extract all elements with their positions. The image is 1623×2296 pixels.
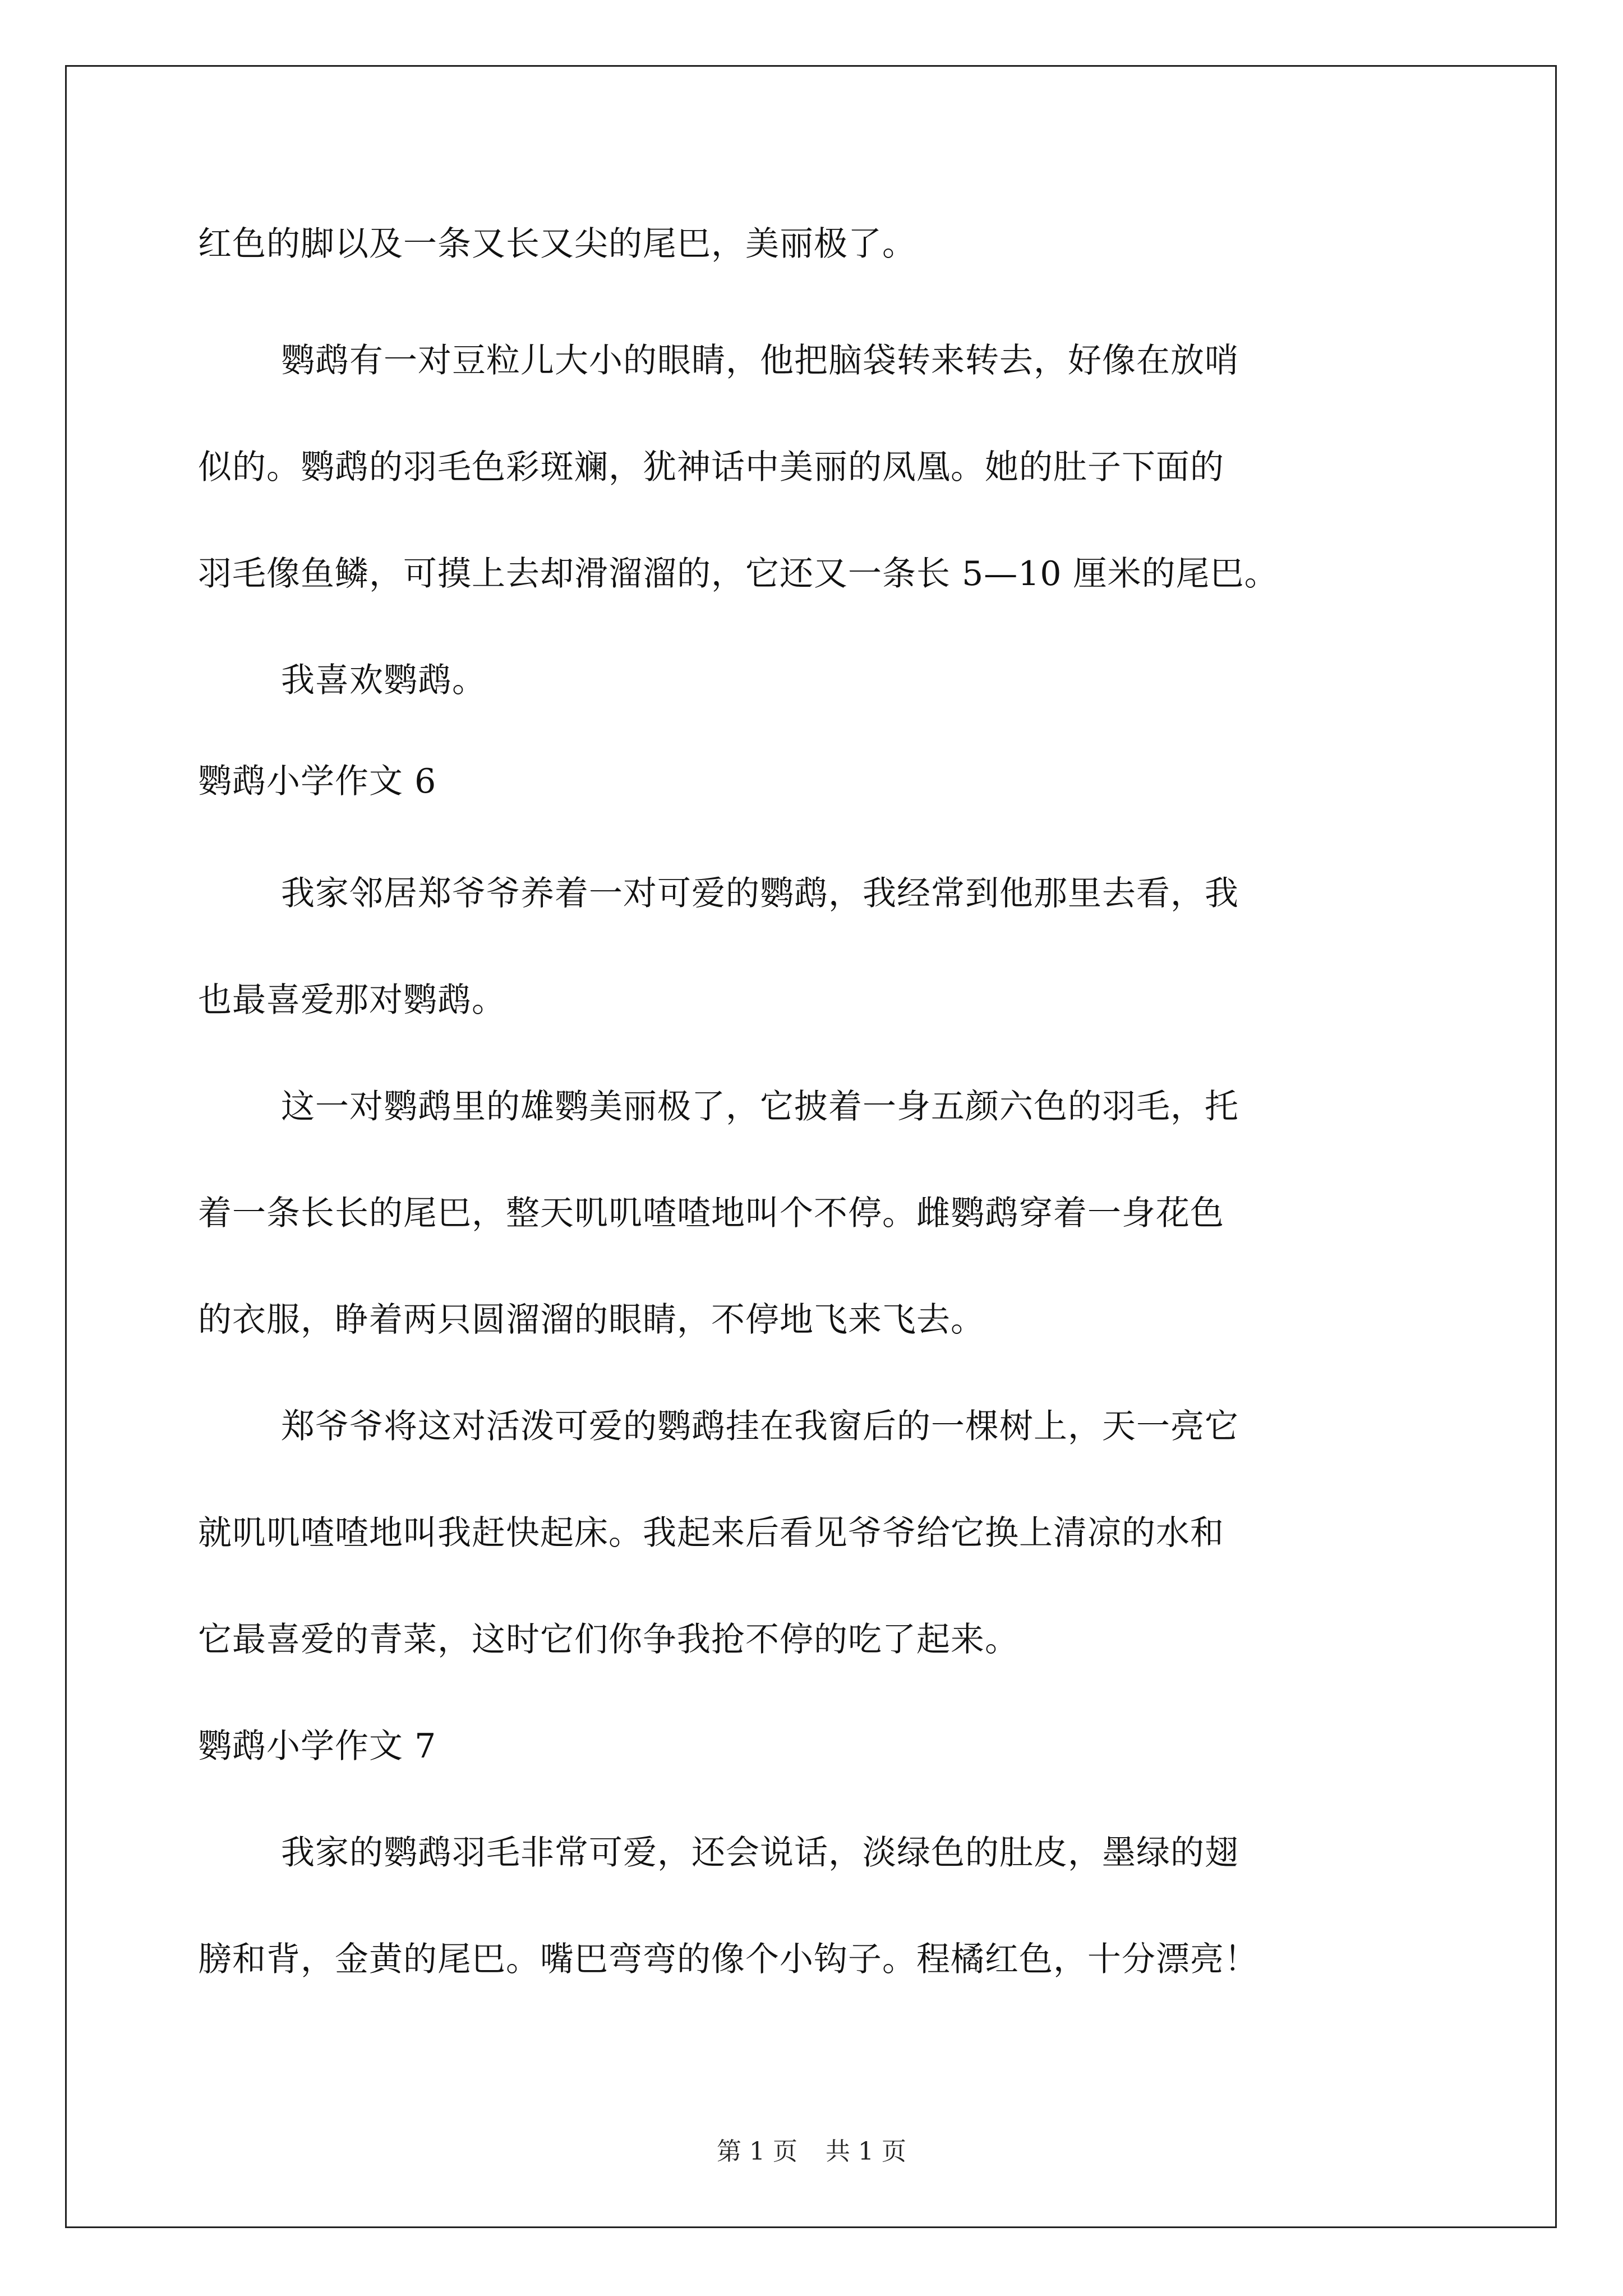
paragraph-line: 鹦鹉有一对豆粒儿大小的眼睛，他把脑袋转来转去，好像在放哨 — [281, 341, 1239, 380]
paragraph-line: 着一条长长的尾巴，整天叽叽喳喳地叫个不停。雌鹦鹉穿着一身花色 — [198, 1194, 1224, 1233]
paragraph-line: 这一对鹦鹉里的雄鹦美丽极了，它披着一身五颜六色的羽毛，托 — [281, 1087, 1239, 1126]
paragraph-line: 郑爷爷将这对活泼可爱的鹦鹉挂在我窗后的一棵树上，天一亮它 — [281, 1407, 1239, 1446]
paragraph-line: 膀和背，金黄的尾巴。嘴巴弯弯的像个小钩子。程橘红色，十分漂亮！ — [198, 1940, 1258, 1979]
paragraph-line: 似的。鹦鹉的羽毛色彩斑斓，犹神话中美丽的凤凰。她的肚子下面的 — [198, 448, 1224, 487]
paragraph-line: 也最喜爱那对鹦鹉。 — [198, 981, 506, 1020]
paragraph-line: 羽毛像鱼鳞，可摸上去却滑溜溜的，它还又一条长 5—10 厘米的尾巴。 — [198, 554, 1279, 593]
page-border — [65, 65, 1557, 2228]
paragraph-line: 它最喜爱的青菜，这时它们你争我抢不停的吃了起来。 — [198, 1620, 1019, 1659]
paragraph-line: 我家邻居郑爷爷养着一对可爱的鹦鹉，我经常到他那里去看，我 — [281, 874, 1239, 913]
page-footer — [0, 2135, 1623, 2169]
paragraph-line: 我喜欢鹦鹉。 — [281, 661, 486, 700]
paragraph-line: 红色的脚以及一条又长又尖的尾巴，美丽极了。 — [198, 224, 916, 264]
paragraph-line: 的衣服，睁着两只圆溜溜的眼睛，不停地飞来飞去。 — [198, 1300, 985, 1340]
section-heading: 鹦鹉小学作文 7 — [198, 1727, 437, 1766]
paragraph-line: 就叽叽喳喳地叫我赶快起床。我起来后看见爷爷给它换上清凉的水和 — [198, 1513, 1224, 1553]
page-number: 第 1 页 — [717, 2137, 797, 2166]
page-count: 共 1 页 — [826, 2137, 906, 2166]
paragraph-line: 我家的鹦鹉羽毛非常可爱，还会说话，淡绿色的肚皮，墨绿的翅 — [281, 1833, 1239, 1872]
section-heading: 鹦鹉小学作文 6 — [198, 762, 437, 801]
